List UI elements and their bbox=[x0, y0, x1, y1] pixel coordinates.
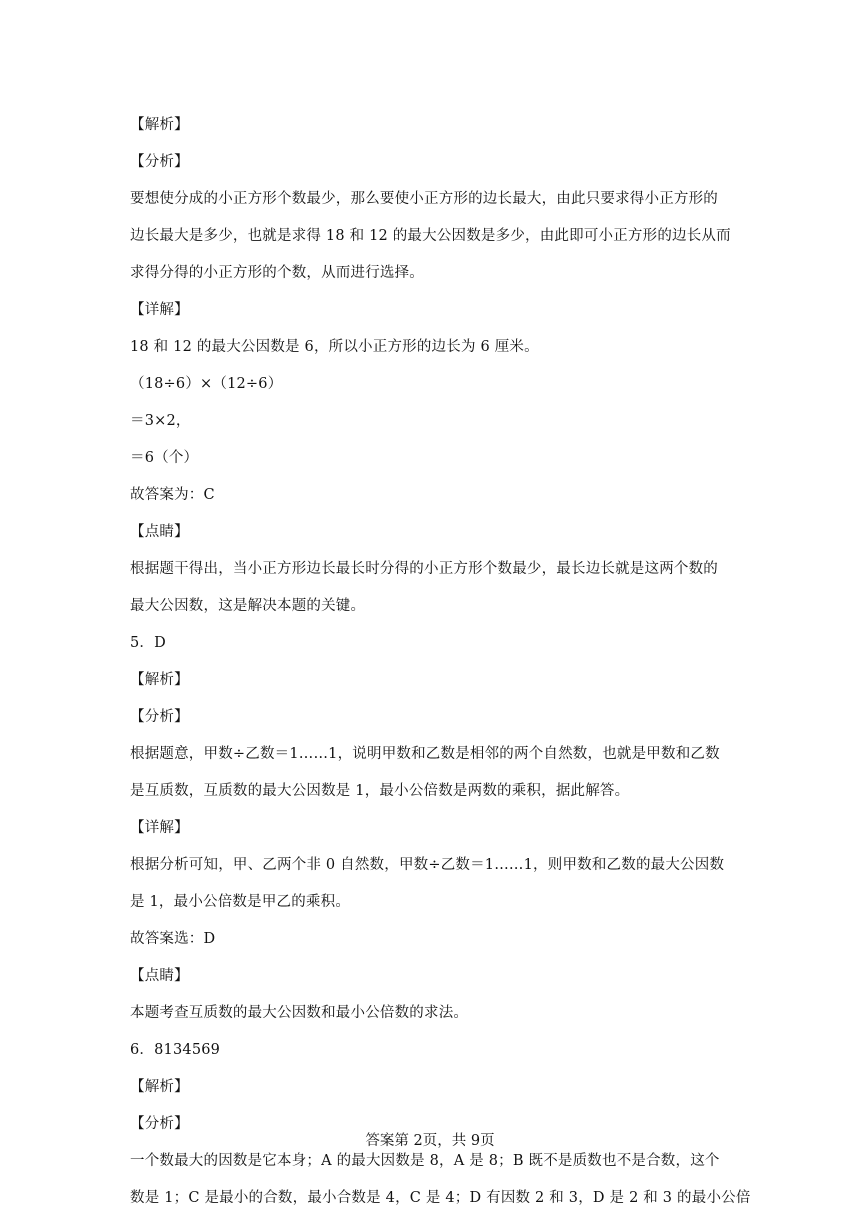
question-number: 5．D bbox=[130, 635, 166, 651]
text-line: 是 1，最小公倍数是甲乙的乘积。 bbox=[130, 894, 351, 910]
equation-line: ＝6（个） bbox=[130, 450, 199, 466]
answer-line: 故答案选：D bbox=[130, 931, 216, 947]
text-line: 根据分析可知，甲、乙两个非 0 自然数，甲数÷乙数＝1……1，则甲数和乙数的最大公因数 bbox=[130, 857, 725, 873]
text-line: 求得分得的小正方形的个数，从而进行选择。 bbox=[130, 265, 424, 281]
text-line: 最大公因数，这是解决本题的关键。 bbox=[130, 598, 366, 614]
section-heading-dianjing: 【点睛】 bbox=[130, 524, 189, 540]
section-heading-fenxi: 【分析】 bbox=[130, 1116, 189, 1132]
text-line: 18 和 12 的最大公因数是 6，所以小正方形的边长为 6 厘米。 bbox=[130, 339, 539, 355]
text-line: 数是 1；C 是最小的合数，最小合数是 4，C 是 4；D 有因数 2 和 3，D 是 2 和 3 的最小公倍 bbox=[130, 1190, 751, 1206]
text-line: 本题考查互质数的最大公因数和最小公倍数的求法。 bbox=[130, 1005, 469, 1021]
section-heading-fenxi: 【分析】 bbox=[130, 709, 189, 725]
text-line: 边长最大是多少，也就是求得 18 和 12 的最大公因数是多少，由此即可小正方形的边长从而 bbox=[130, 228, 731, 244]
section-heading-fenxi: 【分析】 bbox=[130, 154, 189, 170]
page-footer: 答案第 2页，共 9页 bbox=[365, 1133, 495, 1149]
section-heading-dianjing: 【点睛】 bbox=[130, 968, 189, 984]
text-line: 根据题干得出，当小正方形边长最长时分得的小正方形个数最少，最长边长就是这两个数的 bbox=[130, 561, 718, 577]
equation-line: （18÷6）×（12÷6） bbox=[130, 376, 283, 392]
text-line: 是互质数，互质数的最大公因数是 1，最小公倍数是两数的乘积，据此解答。 bbox=[130, 783, 630, 799]
section-heading-jiexi: 【解析】 bbox=[130, 1079, 189, 1095]
answer-line: 故答案为：C bbox=[130, 487, 215, 503]
question-number: 6．8134569 bbox=[130, 1042, 221, 1058]
section-heading-xiangjie: 【详解】 bbox=[130, 820, 189, 836]
equation-line: ＝3×2， bbox=[130, 413, 191, 429]
document-body bbox=[130, 107, 751, 1217]
text-line: 要想使分成的小正方形个数最少，那么要使小正方形的边长最大，由此只要求得小正方形的 bbox=[130, 191, 718, 207]
section-heading-jiexi: 【解析】 bbox=[130, 672, 189, 688]
text-line: 一个数最大的因数是它本身；A 的最大因数是 8，A 是 8；B 既不是质数也不是合数，这个 bbox=[130, 1153, 720, 1169]
text-line: 根据题意，甲数÷乙数＝1……1，说明甲数和乙数是相邻的两个自然数，也就是甲数和乙数 bbox=[130, 746, 720, 762]
section-heading-jiexi: 【解析】 bbox=[130, 117, 189, 133]
section-heading-xiangjie: 【详解】 bbox=[130, 302, 189, 318]
